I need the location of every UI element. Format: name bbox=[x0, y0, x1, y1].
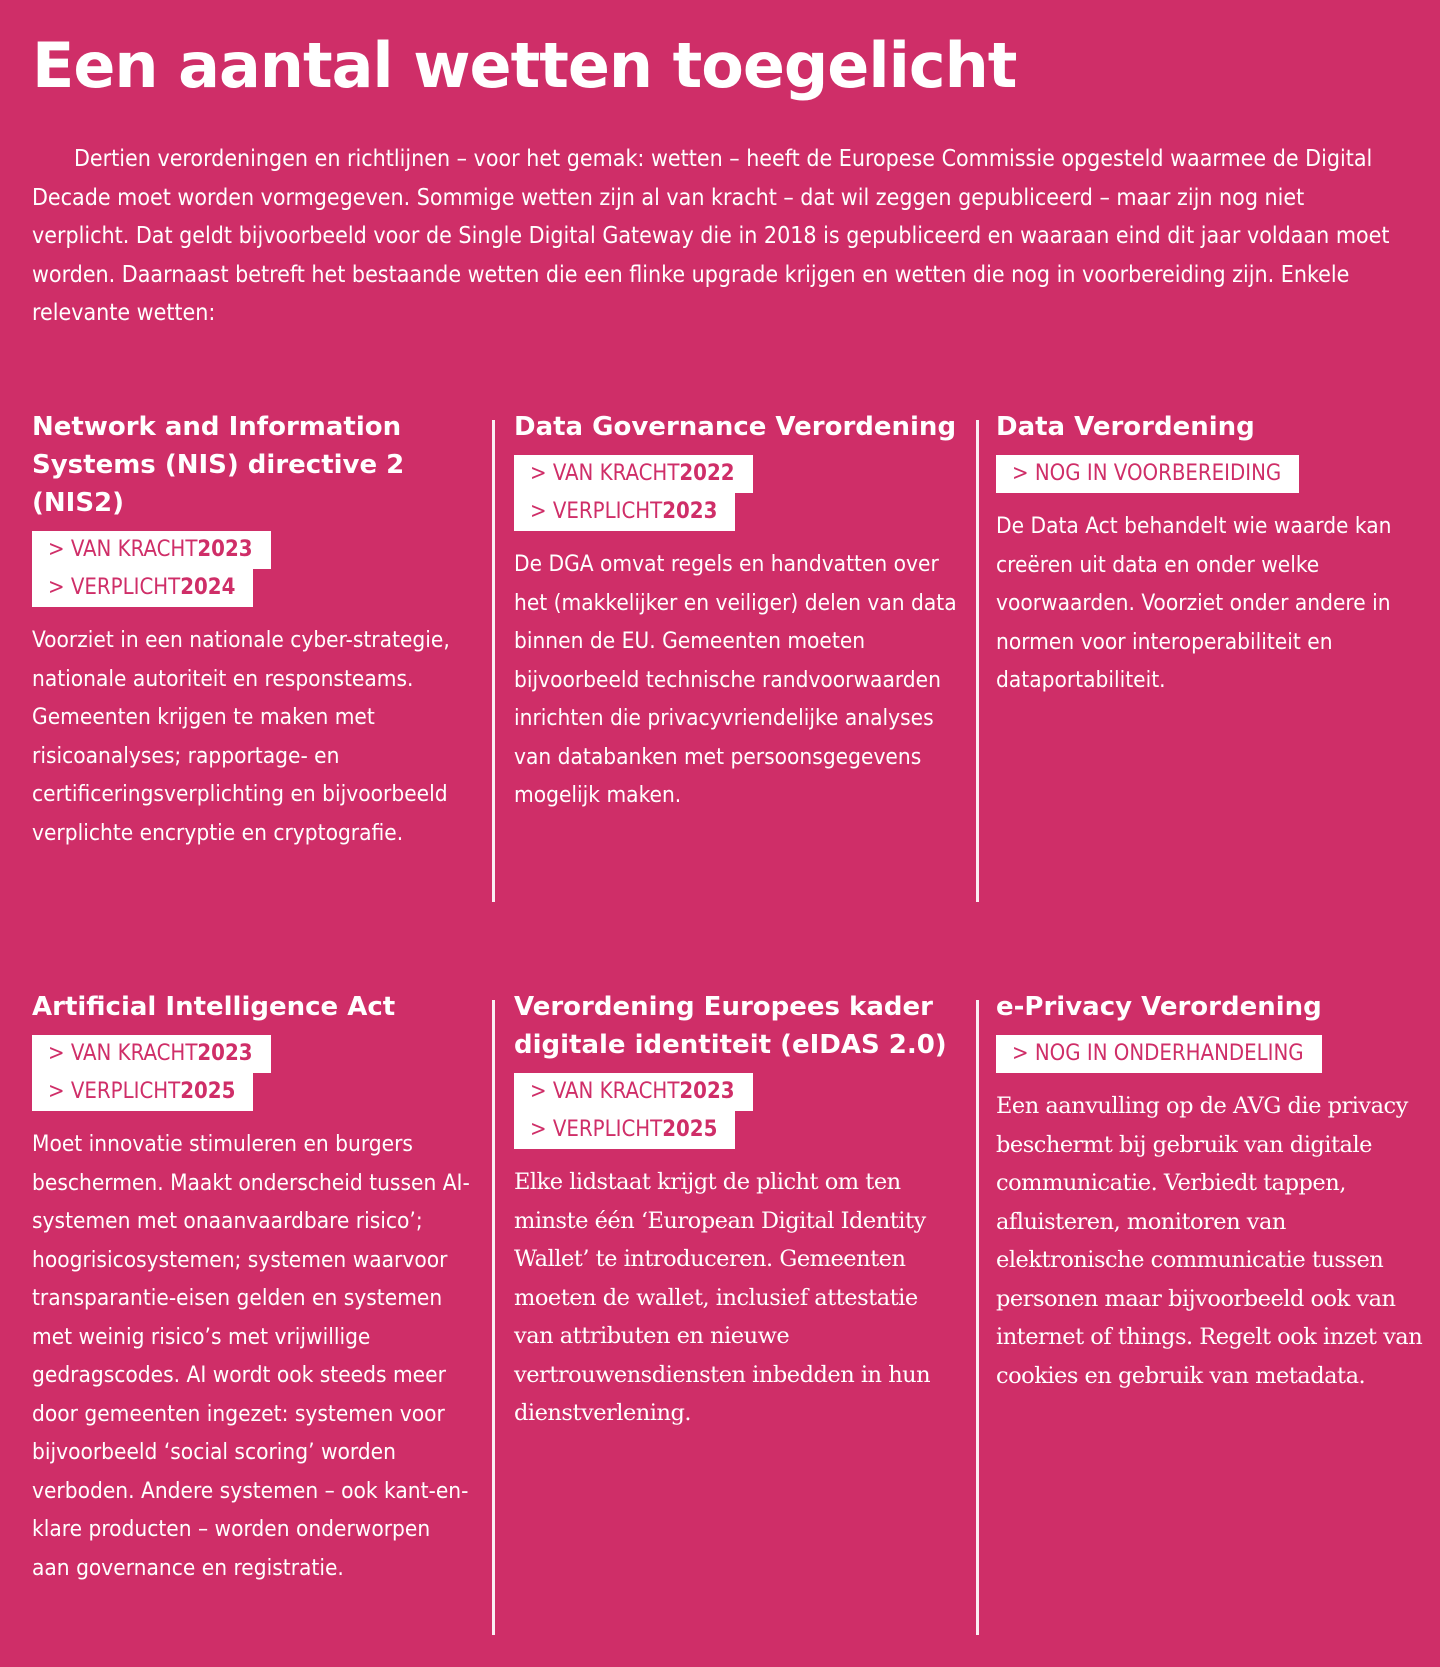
tag-value: 2023 bbox=[197, 1041, 253, 1066]
tag-label: > VERPLICHT bbox=[48, 1079, 181, 1104]
tag-label: > NOG IN ONDERHANDELING bbox=[1012, 1041, 1304, 1066]
law-title: Data Governance Verordening bbox=[514, 412, 957, 442]
law-description: Elke lidstaat krijgt de plicht om ten minste één ‘European Digital Identity Wallet’ te introduceren. Gemeenten moeten de wallet, inclusief attestatie van attributen en nieuwe vertrouwensdiensten inbedden in hun dienstverlening. bbox=[514, 1169, 931, 1426]
column-divider bbox=[976, 420, 979, 902]
law-description: De DGA omvat regels en handvatten over het (makkelijker en veiliger) delen van data binnen de EU. Gemeenten moeten bijvoorbeeld technische randvoorwaarden inrichten die privacyvriendelijke analyses van databanken met persoonsgegevens mogelijk maken. bbox=[514, 551, 957, 808]
status-tag bbox=[32, 1035, 271, 1073]
status-tags bbox=[32, 531, 462, 607]
law-card-ai-act bbox=[32, 988, 472, 1587]
law-title: Artificial Intelligence Act bbox=[32, 992, 396, 1022]
status-tag bbox=[32, 569, 253, 607]
law-title: Network and Information Systems (NIS) directive 2 (NIS2) bbox=[32, 412, 405, 518]
tag-value: 2024 bbox=[180, 575, 236, 600]
tag-label: > VERPLICHT bbox=[530, 499, 663, 524]
column-divider bbox=[976, 1000, 979, 1635]
tag-label: > VERPLICHT bbox=[48, 575, 181, 600]
status-tags bbox=[514, 1073, 959, 1149]
tag-value: 2023 bbox=[662, 499, 718, 524]
status-tag bbox=[514, 493, 735, 531]
status-tag bbox=[514, 455, 753, 493]
intro-text: Dertien verordeningen en richtlijnen – voor het gemak: wetten – heeft de Europese Commissie opgesteld waarmee de Digital Decade moet worden vormgegeven. Sommige wetten zijn al van kracht – dat wil zeggen gepubliceerd – maar zijn nog niet verplicht. Dat geldt bijvoorbeeld voor de Single Digital Gateway die in 2018 is gepubliceerd en waaraan eind dit jaar voldaan moet worden. Daarnaast betreft het bestaande wetten die een flinke upgrade krijgen en wetten die nog in voorbereiding zijn. Enkele relevante wetten: bbox=[32, 146, 1390, 326]
tag-value: 2023 bbox=[197, 537, 253, 562]
law-card-data-act bbox=[996, 408, 1416, 700]
law-description: Een aanvulling op de AVG die privacy beschermt bij gebruik van digitale communicatie. Verbiedt tappen, afluisteren, monitoren van elektronische communicatie tussen personen maar bijvoorbeeld ook van internet of things. Regelt ook inzet van cookies en gebruik van metadata. bbox=[996, 1093, 1423, 1389]
tag-label: > VAN KRACHT bbox=[48, 537, 198, 562]
status-tag bbox=[32, 1073, 253, 1111]
status-tags bbox=[514, 455, 959, 531]
law-title: Verordening Europees kader digitale identiteit (eIDAS 2.0) bbox=[514, 992, 947, 1060]
law-description: Moet innovatie stimuleren en burgers beschermen. Maakt onderscheid tussen AI-systemen met onaanvaardbare risico’; hoogrisicosystemen; systemen waarvoor transparantie-eisen gelden en systemen met weinig risico’s met vrijwillige gedragscodes. AI wordt ook steeds meer door gemeenten ingezet: systemen voor bijvoorbeeld ‘social scoring’ worden verboden. Andere systemen – ook kant-en-klare producten – worden onderworpen aan governance en registratie. bbox=[32, 1131, 470, 1581]
law-title: Data Verordening bbox=[996, 412, 1255, 442]
law-card-eidas bbox=[514, 988, 959, 1433]
status-tag bbox=[996, 455, 1299, 493]
tag-label: > VAN KRACHT bbox=[530, 1079, 680, 1104]
status-tag bbox=[32, 531, 271, 569]
tag-value: 2025 bbox=[180, 1079, 236, 1104]
law-card-eprivacy bbox=[996, 988, 1426, 1395]
tag-label: > NOG IN VOORBEREIDING bbox=[1012, 461, 1282, 486]
status-tag bbox=[514, 1111, 735, 1149]
tag-label: > VAN KRACHT bbox=[48, 1041, 198, 1066]
law-title: e-Privacy Verordening bbox=[996, 992, 1322, 1022]
tag-value: 2025 bbox=[662, 1117, 718, 1142]
status-tags bbox=[996, 1035, 1426, 1073]
tag-value: 2023 bbox=[679, 1079, 735, 1104]
tag-value: 2022 bbox=[679, 461, 735, 486]
page-title: Een aantal wetten toegelicht bbox=[32, 29, 1017, 102]
tag-label: > VERPLICHT bbox=[530, 1117, 663, 1142]
status-tag bbox=[996, 1035, 1322, 1073]
tag-label: > VAN KRACHT bbox=[530, 461, 680, 486]
status-tag bbox=[514, 1073, 753, 1111]
column-divider bbox=[492, 420, 495, 902]
law-description: De Data Act behandelt wie waarde kan creëren uit data en onder welke voorwaarden. Voorziet onder andere in normen voor interoperabiliteit en dataportabiliteit. bbox=[996, 513, 1392, 693]
law-card-dga bbox=[514, 408, 959, 815]
law-card-nis2 bbox=[32, 408, 462, 852]
law-description: Voorziet in een nationale cyber-strategie, nationale autoriteit en responsteams. Gemeenten krijgen te maken met risicoanalyses; rapportage- en certificeringsverplichting en bijvoorbeeld verplichte encryptie en cryptografie. bbox=[32, 627, 450, 846]
column-divider bbox=[492, 1000, 495, 1635]
status-tags bbox=[996, 455, 1416, 493]
status-tags bbox=[32, 1035, 472, 1111]
